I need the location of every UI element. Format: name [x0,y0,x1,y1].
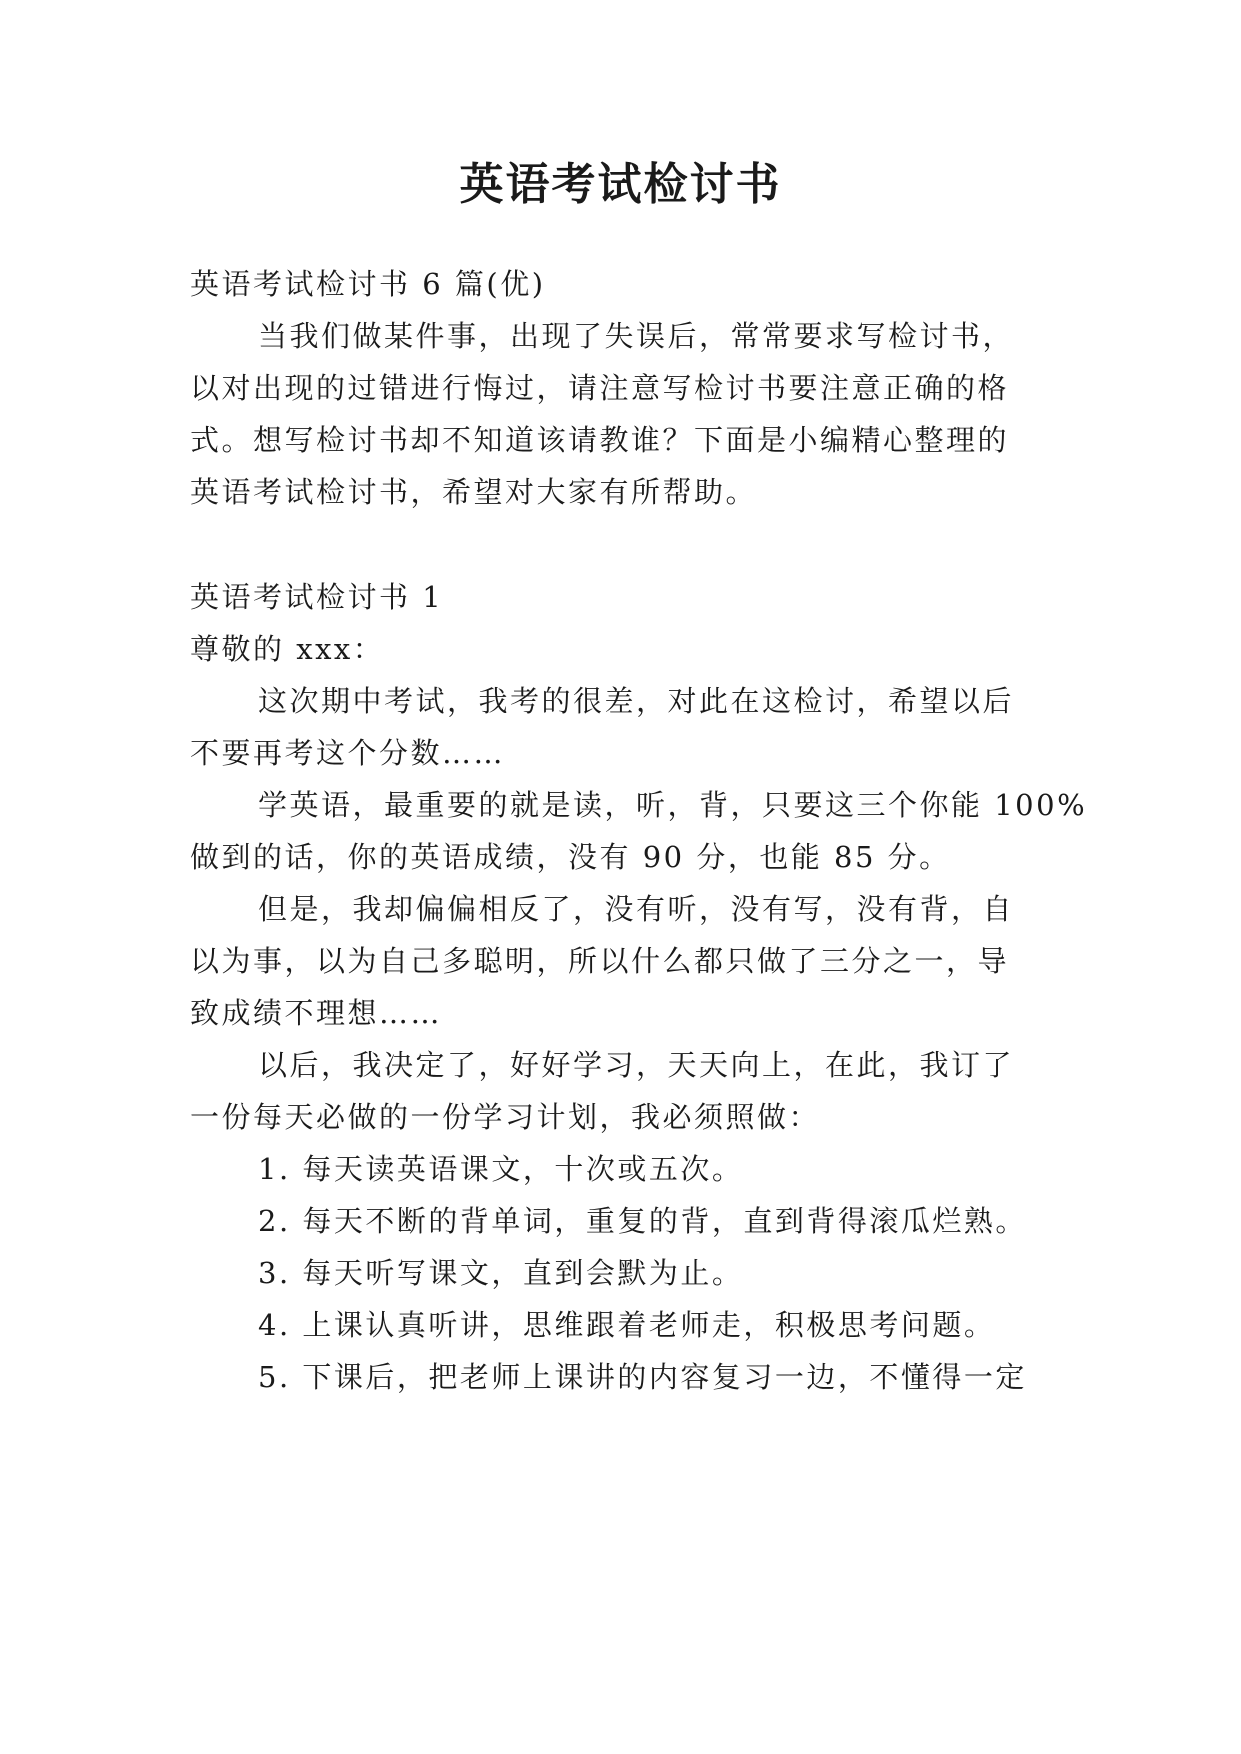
plan-item: 3. 每天听写课文，直到会默为止。 [258,1256,744,1290]
paragraph-line: 这次期中考试，我考的很差，对此在这检讨，希望以后 [258,684,1015,718]
plan-item: 2. 每天不断的背单词，重复的背，直到背得滚瓜烂熟。 [258,1204,1027,1238]
paragraph-line: 以后，我决定了，好好学习，天天向上，在此，我订了 [258,1048,1015,1082]
section-heading: 英语考试检讨书 1 [190,580,444,614]
plan-item: 1. 每天读英语课文，十次或五次。 [258,1152,744,1186]
document-title: 英语考试检讨书 [459,159,782,210]
intro-line: 以对出现的过错进行悔过，请注意写检讨书要注意正确的格 [190,371,1010,405]
intro-line: 当我们做某件事，出现了失误后，常常要求写检讨书， [258,319,1015,353]
document-subtitle: 英语考试检讨书 6 篇(优) [190,267,546,301]
plan-item: 4. 上课认真听讲，思维跟着老师走，积极思考问题。 [258,1308,996,1342]
plan-item: 5. 下课后，把老师上课讲的内容复习一边，不懂得一定 [258,1360,1027,1394]
intro-line: 英语考试检讨书，希望对大家有所帮助。 [190,475,758,509]
paragraph-line: 一份每天必做的一份学习计划，我必须照做： [190,1100,821,1134]
intro-line: 式。想写检讨书却不知道该请教谁？下面是小编精心整理的 [190,423,1010,457]
paragraph-line: 学英语，最重要的就是读，听，背，只要这三个你能 100% [258,788,1088,822]
paragraph-line: 做到的话，你的英语成绩，没有 90 分，也能 85 分。 [190,840,951,874]
salutation: 尊敬的 xxx： [190,632,385,666]
paragraph-line: 不要再考这个分数…… [190,736,506,770]
paragraph-line: 但是，我却偏偏相反了，没有听，没有写，没有背，自 [258,892,1015,926]
paragraph-line: 以为事，以为自己多聪明，所以什么都只做了三分之一，导 [190,944,1010,978]
paragraph-line: 致成绩不理想…… [190,996,443,1030]
